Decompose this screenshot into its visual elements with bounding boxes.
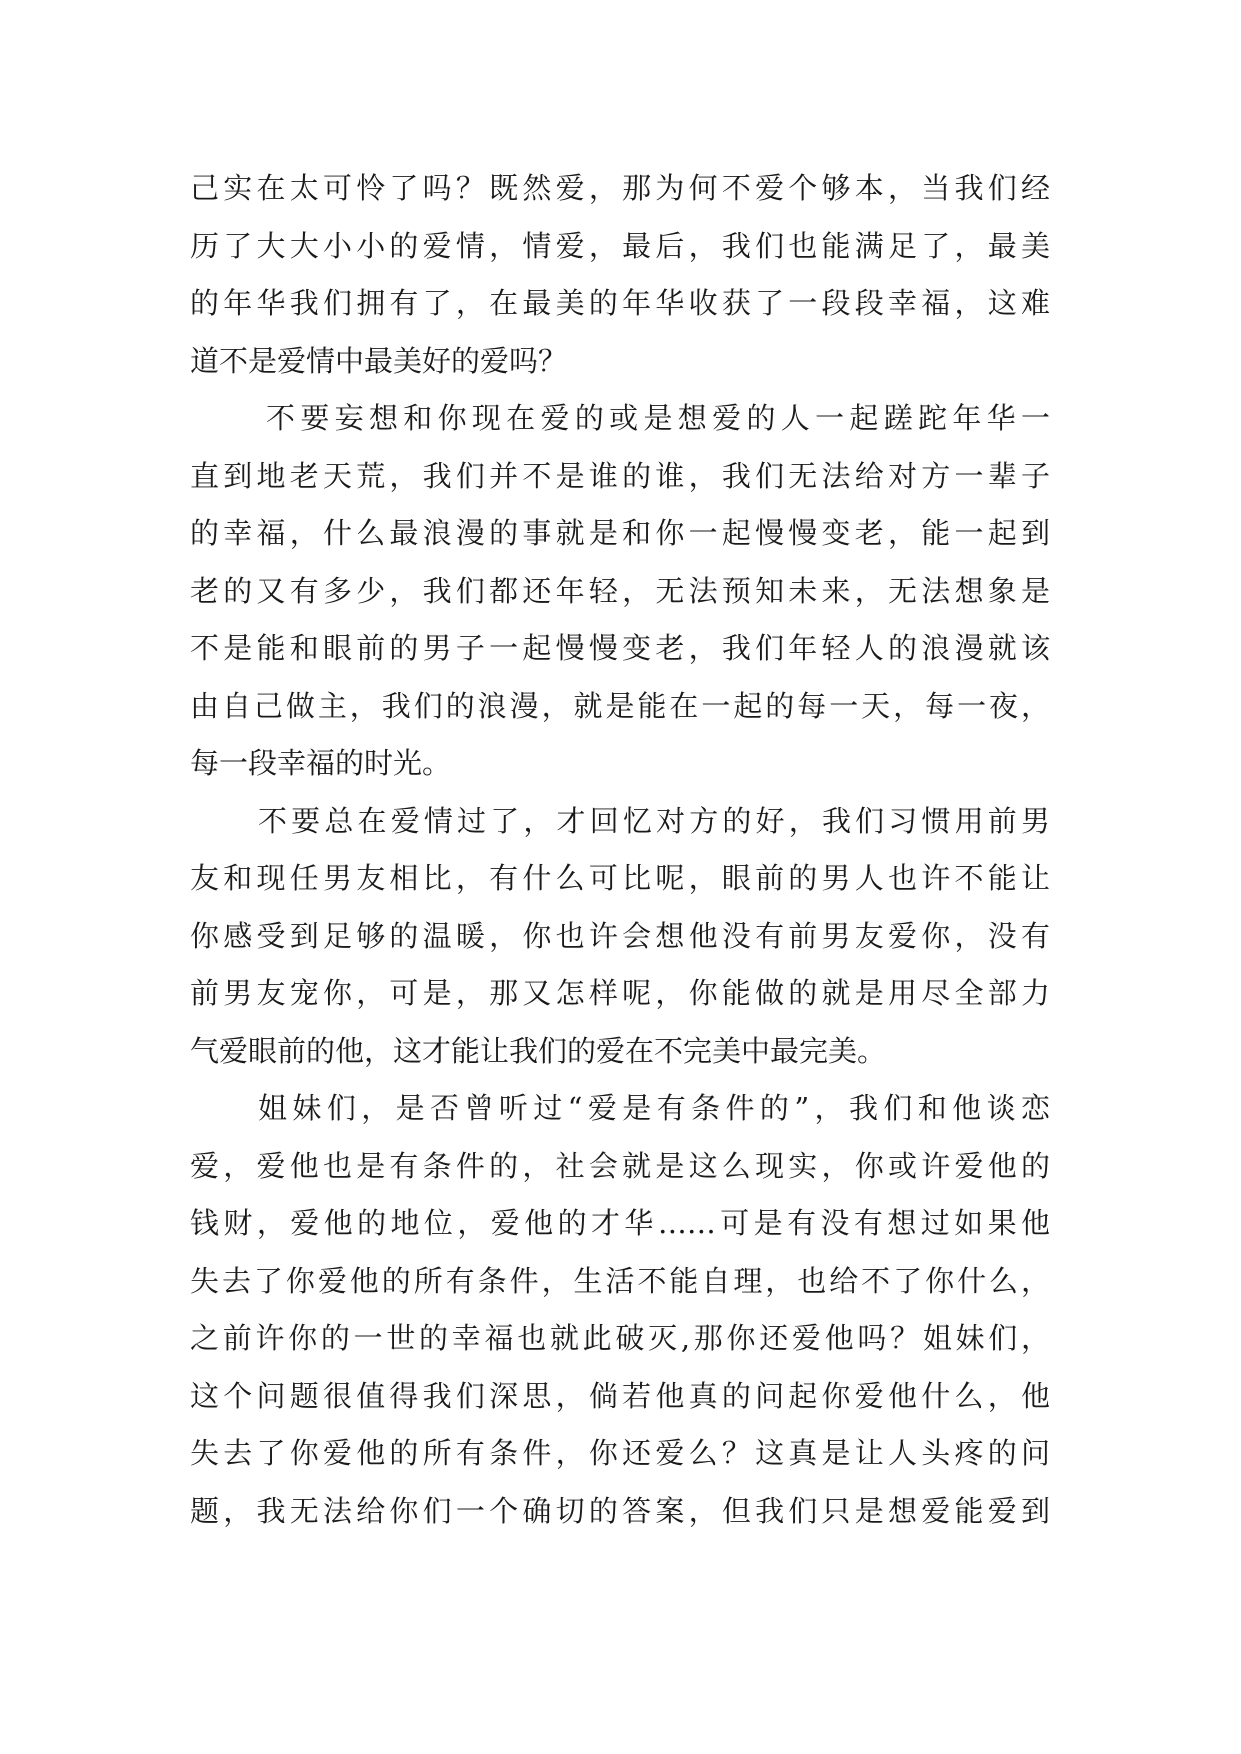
text-line: 不要总在爱情过了，才回忆对方的好，我们习惯用前男 [258,803,1050,838]
text-line: 失去了你爱他的所有条件，生活不能自理，也给不了你什么， [190,1263,1050,1298]
text-line: 你感受到足够的温暖，你也许会想他没有前男友爱你，没有 [190,918,1050,953]
text-line: 的幸福，什么最浪漫的事就是和你一起慢慢变老，能一起到 [190,516,1050,550]
text-line: 这个问题很值得我们深思，倘若他真的问起你爱他什么，他 [190,1378,1050,1413]
text-line: 友和现任男友相比，有什么可比呢，眼前的男人也许不能让 [190,861,1050,895]
text-line: 不是能和眼前的男子一起慢慢变老，我们年轻人的浪漫就该 [190,631,1050,665]
text-line: 失去了你爱他的所有条件，你还爱么？这真是让人头疼的问 [190,1436,1050,1470]
text-line: 的年华我们拥有了，在最美的年华收获了一段段幸福，这难 [190,286,1050,320]
text-line: 己实在太可怜了吗？既然爱，那为何不爱个够本，当我们经 [190,171,1050,205]
text-line: 由自己做主，我们的浪漫，就是能在一起的每一天，每一夜， [190,688,1050,723]
text-line: 前男友宠你，可是，那又怎样呢，你能做的就是用尽全部力 [190,976,1050,1010]
text-line: 每一段幸福的时光。 [190,746,452,780]
text-line: 不要妄想和你现在爱的或是想爱的人一起蹉跎年华一 [266,401,1050,435]
text-line: 直到地老天荒，我们并不是谁的谁，我们无法给对方一辈子 [190,458,1050,493]
text-line: 姐妹们，是否曾听过“爱是有条件的”，我们和他谈恋 [258,1091,1050,1125]
text-line: 历了大大小小的爱情，情爱，最后，我们也能满足了，最美 [190,228,1050,263]
body-text [190,160,1050,1540]
text-line: 气爱眼前的他，这才能让我们的爱在不完美中最完美。 [190,1033,887,1068]
text-line: 题，我无法给你们一个确切的答案，但我们只是想爱能爱到 [190,1493,1050,1528]
text-line: 爱，爱他也是有条件的，社会就是这么现实，你或许爱他的 [190,1148,1050,1183]
text-line: 老的又有多少，我们都还年轻，无法预知未来，无法想象是 [190,573,1050,608]
text-line: 钱财，爱他的地位，爱他的才华……可是有没有想过如果他 [190,1206,1050,1240]
text-line: 道不是爱情中最美好的爱吗？ [190,343,568,378]
text-line: 之前许你的一世的幸福也就此破灭,那你还爱他吗？姐妹们， [190,1321,1050,1355]
